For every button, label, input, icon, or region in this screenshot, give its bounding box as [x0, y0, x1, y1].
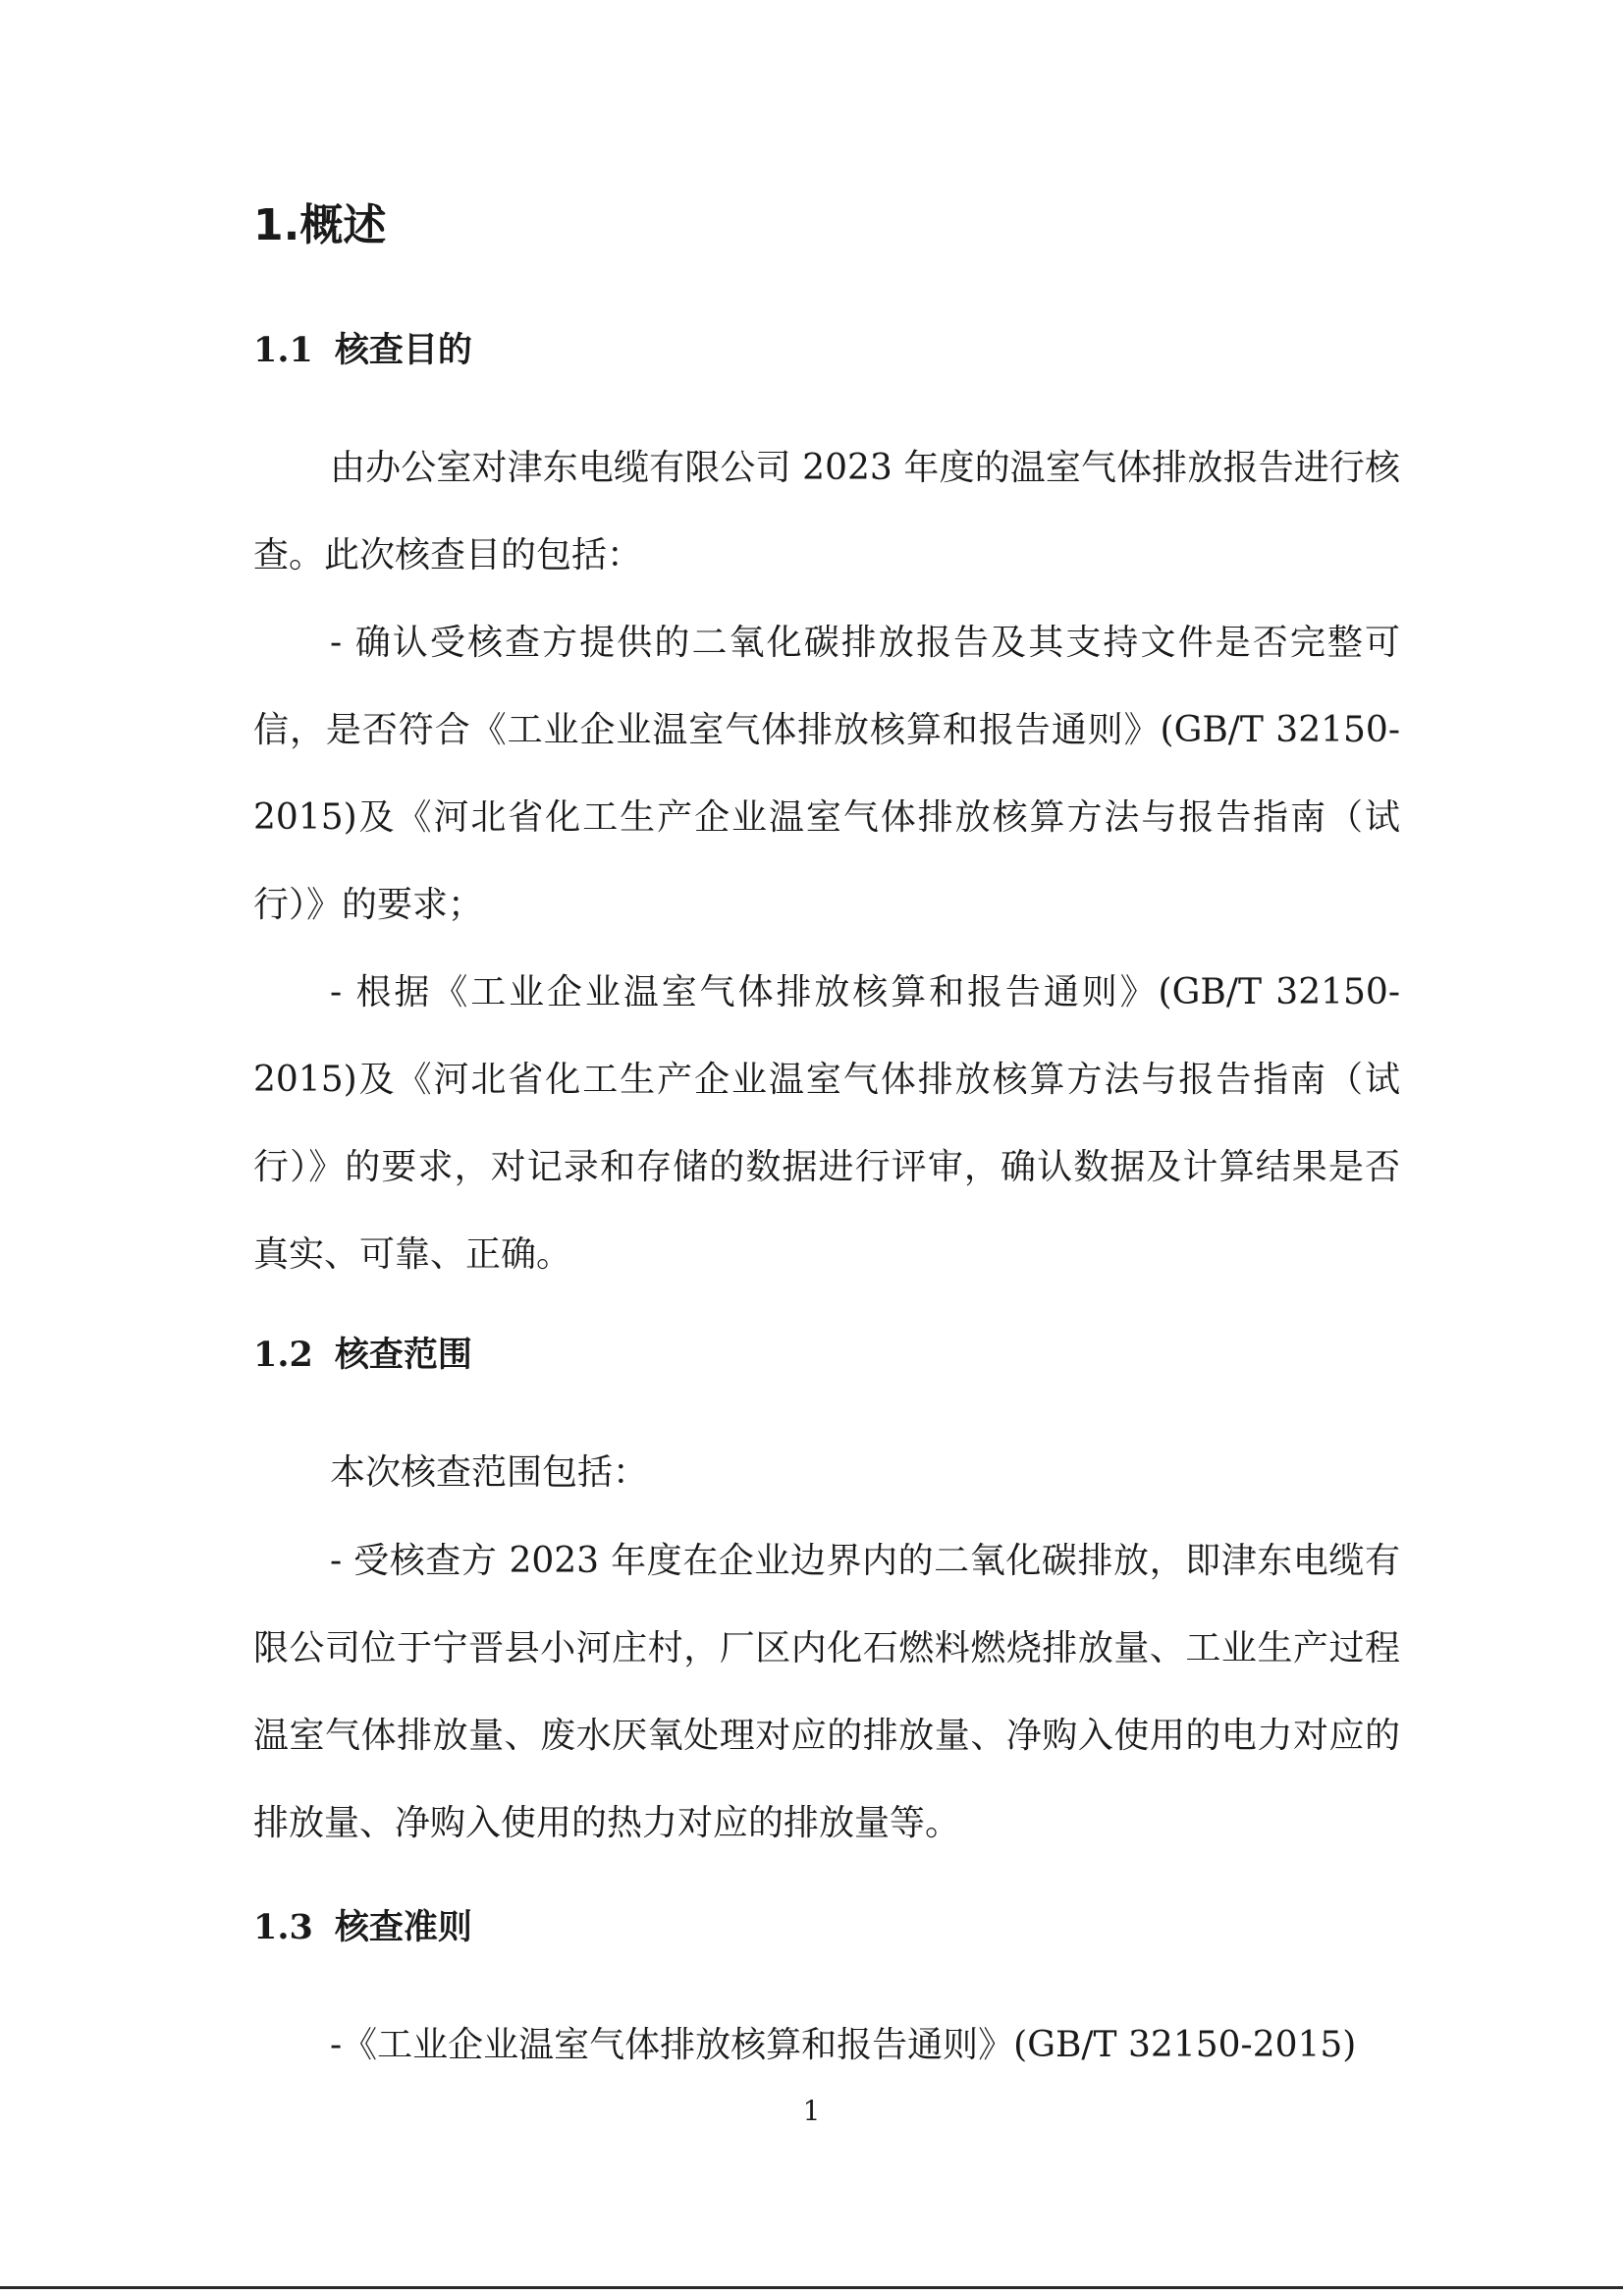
section-number: 1.3: [253, 1907, 313, 1947]
section-title: 核查准则: [334, 1907, 472, 1947]
paragraph: - 根据《工业企业温室气体排放核算和报告通则》(GB/T 32150-2015)及《河北省化工生产企业温室气体排放核算方法与报告指南（试行）》的要求，对记录和存储的数据进行评审，确认数据及计算结果是否真实、可靠、正确。: [253, 972, 1400, 1275]
section-title: 核查范围: [334, 1335, 472, 1375]
paragraph: 本次核查范围包括：: [330, 1452, 649, 1493]
paragraph: - 确认受核查方提供的二氧化碳排放报告及其支持文件是否完整可信，是否符合《工业企业温室气体排放核算和报告通则》(GB/T 32150-2015)及《河北省化工生产企业温室气体排放核算方法与报告指南（试行）》的要求；: [253, 623, 1400, 925]
page-number: 1: [802, 2095, 821, 2127]
paragraph: - 受核查方 2023 年度在企业边界内的二氧化碳排放，即津东电缆有限公司位于宁晋县小河庄村，厂区内化石燃料燃烧排放量、工业生产过程温室气体排放量、废水厌氧处理对应的排放量、净购入使用的电力对应的排放量、净购入使用的热力对应的排放量等。: [253, 1541, 1400, 1843]
section-number: 1.1: [253, 330, 313, 370]
section-heading-1-3: [253, 1903, 472, 1952]
scan-edge-line: [0, 2286, 1623, 2289]
section-title: 核查目的: [334, 330, 472, 370]
chapter-title: 1.概述: [253, 200, 387, 250]
paragraph: 由办公室对津东电缆有限公司 2023 年度的温室气体排放报告进行核查。此次核查目的包括：: [253, 448, 1400, 575]
paragraph: -《工业企业温室气体排放核算和报告通则》(GB/T 32150-2015): [330, 2025, 1357, 2065]
section-heading-1-2: [253, 1331, 472, 1380]
section-number: 1.2: [253, 1335, 313, 1375]
section-heading-1-1: [253, 326, 472, 375]
